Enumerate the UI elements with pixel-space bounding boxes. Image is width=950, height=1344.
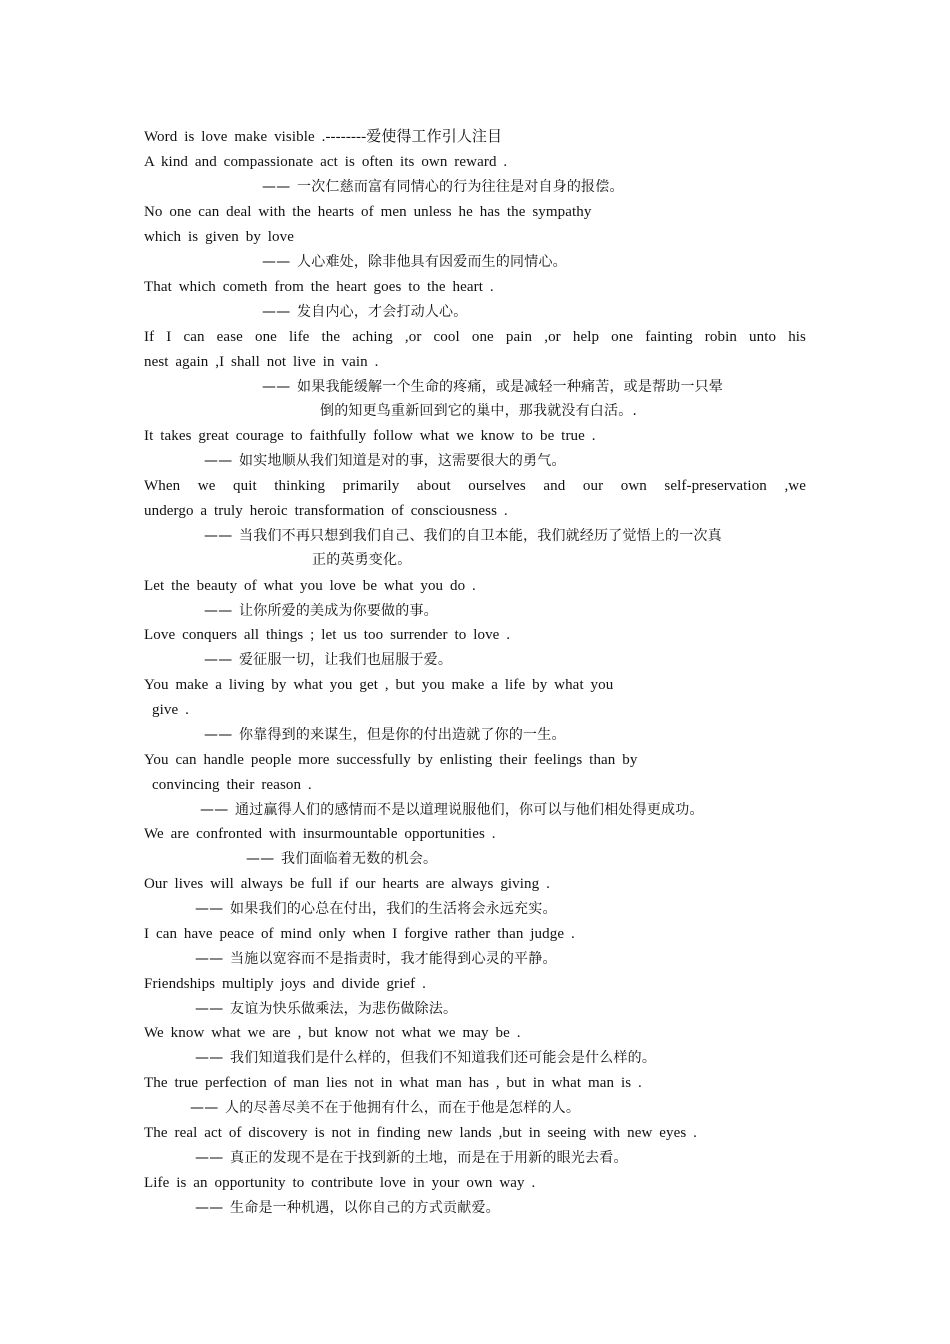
line-35: Friendships multiply joys and divide grief . [144,976,426,992]
line-37: We know what we are , but know not what we may be . [144,1025,521,1041]
line-17-translation: —— 当我们不再只想到我们自己、我们的自卫本能，我们就经历了觉悟上的一次真 [204,528,722,544]
line-04: No one can deal with the hearts of men unless he has the sympathy [144,204,592,220]
line-22-translation: —— 爱征服一切，让我们也屈服于爱。 [204,652,453,668]
line-27: convincing their reason . [152,777,312,793]
line-34-translation: —— 当施以宽容而不是指责时，我才能得到心灵的平静。 [195,951,557,967]
line-32-translation: —— 如果我们的心总在付出，我们的生活将会永远充实。 [195,901,557,917]
line-44-translation: —— 生命是一种机遇，以你自己的方式贡献爱。 [195,1200,500,1216]
line-18-translation: 正的英勇变化。 [312,552,412,568]
line-21: Love conquers all things ; let us too surrender to love . [144,627,511,643]
line-14-translation: —— 如实地顺从我们知道是对的事，这需要很大的勇气。 [204,453,566,469]
line-36-translation: —— 友谊为快乐做乘法，为悲伤做除法。 [195,1001,458,1017]
line-41: The real act of discovery is not in finding new lands ,but in seeing with new eyes . [144,1125,698,1141]
line-02: A kind and compassionate act is often its own reward . [144,154,508,170]
line-42-translation: —— 真正的发现不是在于找到新的土地，而是在于用新的眼光去看。 [195,1150,628,1166]
line-20-translation: —— 让你所爱的美成为你要做的事。 [204,603,438,619]
line-16: undergo a truly heroic transformation of consciousness . [144,503,508,519]
line-05: which is given by love [144,229,295,245]
line-31: Our lives will always be full if our hearts are always giving . [144,876,550,892]
line-03-translation: —— 一次仁慈而富有同情心的行为往往是对自身的报偿。 [262,179,624,195]
line-19: Let the beauty of what you love be what you do . [144,578,476,594]
line-28-translation: —— 通过赢得人们的感情而不是以道理说服他们，你可以与他们相处得更成功。 [200,802,704,818]
line-25-translation: —— 你靠得到的来谋生，但是你的付出造就了你的一生。 [204,727,566,743]
line-39: The true perfection of man lies not in what man has , but in what man is . [144,1075,642,1091]
line-07: That which cometh from the heart goes to the heart . [144,279,494,295]
line-06-translation: —— 人心难处，除非他具有因爱而生的同情心。 [262,254,567,270]
line-10: nest again ,I shall not live in vain . [144,354,379,370]
line-40-translation: —— 人的尽善尽美不在于他拥有什么，而在于他是怎样的人。 [190,1100,581,1116]
line-33: I can have peace of mind only when I forgive rather than judge . [144,926,575,942]
line-09: If I can ease one life the aching ,or cool one pain ,or help one fainting robin unto his [144,329,806,345]
line-12-translation: 倒的知更鸟重新回到它的巢中，那我就没有白活。. [320,403,638,419]
line-15: When we quit thinking primarily about ourselves and our own self-preservation ,we [144,478,806,494]
line-08-translation: —— 发自内心，才会打动人心。 [262,304,468,320]
line-24: give . [152,702,189,718]
line-43: Life is an opportunity to contribute love in your own way . [144,1175,536,1191]
line-26: You can handle people more successfully by enlisting their feelings than by [144,752,638,768]
line-13: It takes great courage to faithfully follow what we know to be true . [144,428,596,444]
line-29: We are confronted with insurmountable opportunities . [144,826,496,842]
line-11-translation: —— 如果我能缓解一个生命的疼痛，或是减轻一种痛苦，或是帮助一只晕 [262,379,724,395]
line-01: Word is love make visible .--------爱使得工作引人注目 [144,129,503,145]
line-23: You make a living by what you get , but you make a life by what you [144,677,614,693]
line-38-translation: —— 我们知道我们是什么样的，但我们不知道我们还可能会是什么样的。 [195,1050,657,1066]
line-30-translation: —— 我们面临着无数的机会。 [246,851,438,867]
